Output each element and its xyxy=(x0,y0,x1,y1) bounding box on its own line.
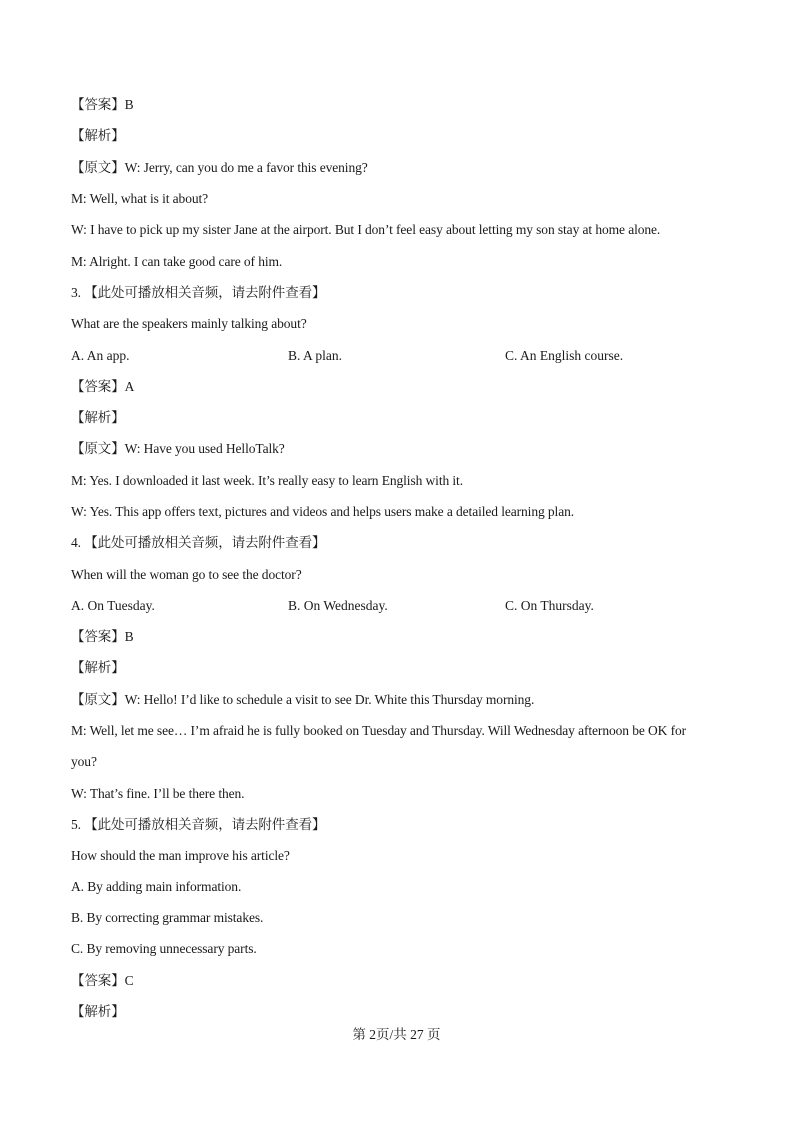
q3-option-c: C. An English course. xyxy=(505,348,624,363)
q2-script-line-4: M: Alright. I can take good care of him. xyxy=(71,254,283,269)
q2-script-line-1: 【原文】W: Jerry, can you do me a favor this evening? xyxy=(71,160,368,175)
q2-answer: 【答案】B xyxy=(71,97,134,112)
q2-analysis: 【解析】 xyxy=(71,128,125,143)
q5-question: How should the man improve his article? xyxy=(71,848,290,863)
page-footer: 第 2页/共 27 页 xyxy=(352,1027,441,1042)
q4-option-b: B. On Wednesday. xyxy=(288,598,388,613)
q4-question: When will the woman go to see the doctor? xyxy=(71,567,302,582)
q4-analysis: 【解析】 xyxy=(71,660,125,675)
q4-header: 4. 【此处可播放相关音频，请去附件查看】 xyxy=(71,535,326,550)
q2-script-line-3: W: I have to pick up my sister Jane at the airport. But I don’t feel easy about letting my son stay at home alone. xyxy=(71,222,661,237)
q3-option-a: A. An app. xyxy=(71,348,130,363)
q4-script-line-1: 【原文】W: Hello! I’d like to schedule a visit to see Dr. White this Thursday morning. xyxy=(71,692,535,707)
q3-option-b: B. A plan. xyxy=(288,348,343,363)
q3-script-line-1: 【原文】W: Have you used HelloTalk? xyxy=(71,441,285,456)
q4-script-line-4: W: That’s fine. I’ll be there then. xyxy=(71,786,245,801)
q4-script-line-2: M: Well, let me see… I’m afraid he is fully booked on Tuesday and Thursday. Will Wednesday afternoon be OK for xyxy=(71,723,687,738)
q5-option-b: B. By correcting grammar mistakes. xyxy=(71,910,264,925)
q3-analysis: 【解析】 xyxy=(71,410,125,425)
q4-option-c: C. On Thursday. xyxy=(505,598,594,613)
q3-script-line-2: M: Yes. I downloaded it last week. It’s really easy to learn English with it. xyxy=(71,473,463,488)
q3-answer: 【答案】A xyxy=(71,379,135,394)
q3-header: 3. 【此处可播放相关音频，请去附件查看】 xyxy=(71,285,326,300)
q5-answer: 【答案】C xyxy=(71,973,134,988)
q5-option-a: A. By adding main information. xyxy=(71,879,242,894)
q2-script-line-2: M: Well, what is it about? xyxy=(71,191,209,206)
q5-header: 5. 【此处可播放相关音频，请去附件查看】 xyxy=(71,817,326,832)
q3-script-line-3: W: Yes. This app offers text, pictures and videos and helps users make a detailed learning plan. xyxy=(71,504,575,519)
q5-option-c: C. By removing unnecessary parts. xyxy=(71,941,257,956)
q4-option-a: A. On Tuesday. xyxy=(71,598,155,613)
q5-analysis: 【解析】 xyxy=(71,1004,125,1019)
q3-question: What are the speakers mainly talking about? xyxy=(71,316,307,331)
q4-script-line-3: you? xyxy=(71,754,97,769)
q4-answer: 【答案】B xyxy=(71,629,134,644)
